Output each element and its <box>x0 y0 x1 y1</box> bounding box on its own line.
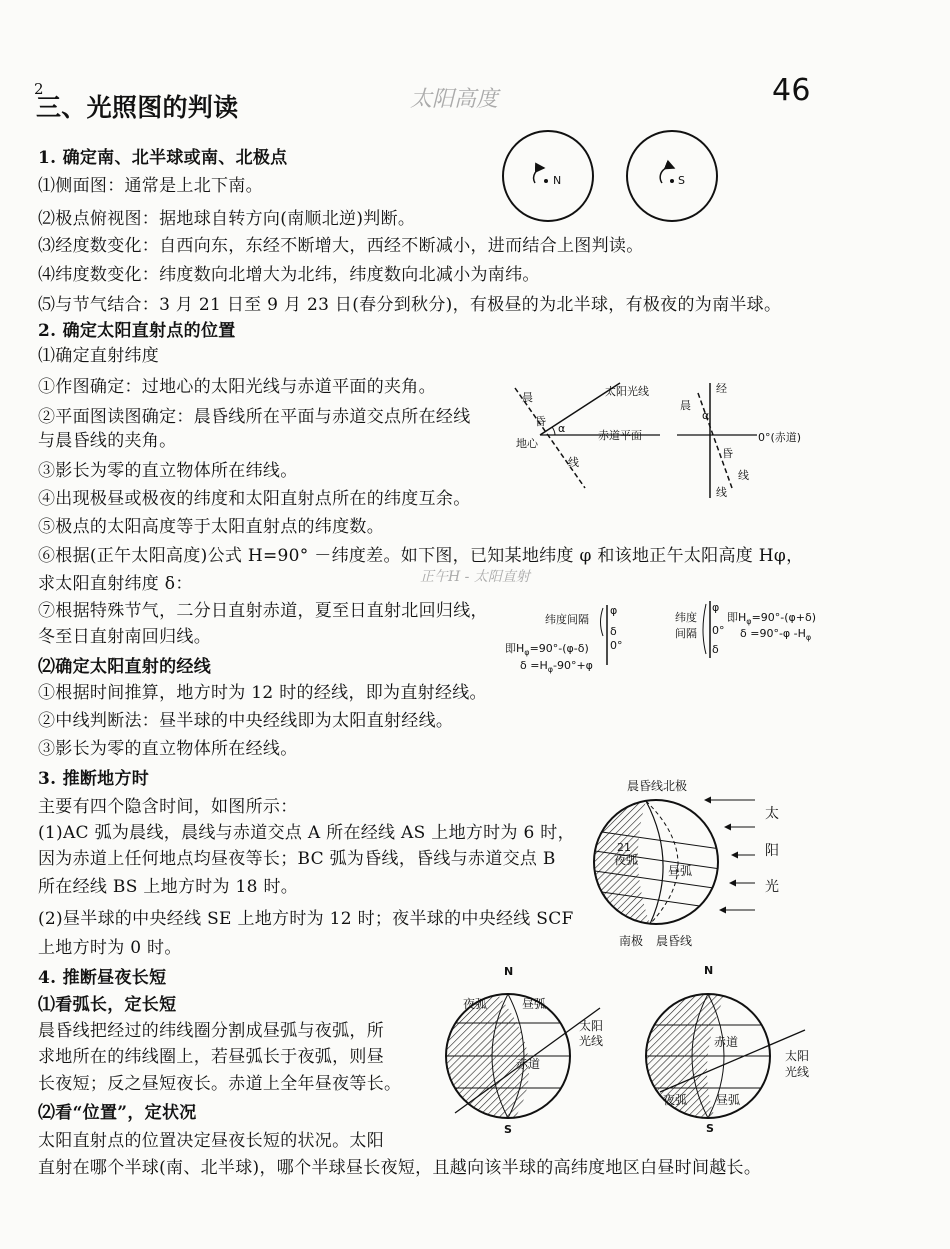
sun-ray-arrows <box>690 795 760 925</box>
fig3-f1: 即$H_\varphi=90^\circ-(\varphi-\delta)$ <box>505 642 589 658</box>
globe3-day: 昼弧 <box>668 864 693 878</box>
globe42-sun1: 太阳 <box>785 1049 810 1063</box>
s4-heading: 4. 推断昼夜长短 <box>38 968 167 988</box>
s3-item-2: (1)AC 弧为晨线，晨线与赤道交点 A 所在经线 AS 上地方时为 6 时， <box>38 823 575 843</box>
fig1-chen: 晨 <box>522 391 533 404</box>
fig4-phi: φ <box>712 601 720 614</box>
s3-item-1: 主要有四个隐含时间，如图所示： <box>38 797 298 817</box>
globe41-night: 夜弧 <box>463 997 488 1011</box>
fig2-chen: 晨 <box>680 399 691 412</box>
s2-item-3: 与晨昏线的夹角。 <box>38 431 177 451</box>
s4-item2-2: 直射在哪个半球(南、北半球)，哪个半球昼长夜短，且越向该半球的高纬度地区白昼时间越长。 <box>38 1158 762 1178</box>
s1-item-3: ⑶经度数变化：自西向东，东经不断增大，西经不断减小，进而结合上图判读。 <box>38 236 644 256</box>
handwritten-note: 太阳高度 <box>410 87 499 112</box>
globe41-day: 昼弧 <box>522 997 547 1011</box>
s2-item2-1: ①根据时间推算，地方时为 12 时的经线，即为直射经线。 <box>38 683 487 703</box>
s3-item-5: (2)昼半球的中央经线 SE 上地方时为 12 时；夜半球的中央经线 SCF <box>38 909 574 929</box>
s2-item2-2: ②中线判断法：昼半球的中央经线即为太阳直射经线。 <box>38 711 454 731</box>
s2-item-4: ③影长为零的直立物体所在纬线。 <box>38 461 298 481</box>
globe41-s: S <box>504 1123 512 1136</box>
s2-item-6: ⑤极点的太阳高度等于太阳直射点的纬度数。 <box>38 517 384 537</box>
globe3-bottom1: 南极 <box>619 934 644 948</box>
s1-item-2: ⑵极点俯视图：据地球自转方向(南顺北逆)判断。 <box>38 209 416 229</box>
fig3-label: 纬度间隔 <box>545 613 589 626</box>
s2-item2-3: ③影长为零的直立物体所在经线。 <box>38 739 298 759</box>
pole-label-n: N <box>553 174 562 187</box>
s4-item-2: 求地所在的纬线圈上，若昼弧长于夜弧，则昼 <box>38 1047 384 1067</box>
s3-item-4: 所在经线 BS 上地方时为 18 时。 <box>38 877 299 897</box>
s2-sub1: ⑴确定直射纬度 <box>38 346 160 366</box>
fig4-label2: 间隔 <box>675 627 697 640</box>
s3-item-3: 因为赤道上任何地点均昼夜等长；BC 弧为昏线，昏线与赤道交点 B <box>38 849 556 869</box>
section-marker: 2 <box>34 80 44 98</box>
s4-sub2: ⑵看“位置”，定状况 <box>38 1103 197 1123</box>
globe41-equator: 赤道 <box>516 1057 541 1071</box>
globe42-n: N <box>704 964 714 977</box>
s3-heading: 3. 推断地方时 <box>38 769 150 789</box>
pole-label-s: S <box>678 174 685 187</box>
fig1-xian: 线 <box>568 456 579 469</box>
s2-item-7: ⑥根据(正午太阳高度)公式 H=90° －纬度差。如下图，已知某地纬度 φ 和该地正午太阳高度 Hφ， <box>38 546 804 566</box>
fig4-f1: 即$H_\varphi=90^\circ-(\varphi+\delta)$ <box>727 611 817 627</box>
s1-item-4: ⑷纬度数变化：纬度数向北增大为北纬，纬度数向北减小为南纬。 <box>38 265 540 285</box>
handwritten-note-2: 正午H - 太阳直射 <box>420 569 530 585</box>
globe3-bottom2: 晨昏线 <box>656 934 693 948</box>
globe42-equator: 赤道 <box>714 1035 739 1049</box>
s2-item-10: 冬至日直射南回归线。 <box>38 627 211 647</box>
s2-item-5: ④出现极昼或极夜的纬度和太阳直射点所在的纬度互余。 <box>38 489 471 509</box>
globe3-night: 夜弧 <box>614 853 639 867</box>
fig1-sun: 太阳光线 <box>605 385 649 398</box>
globe3-top-label: 晨昏线北极 <box>627 779 688 793</box>
s1-heading: 1. 确定南、北半球或南、北极点 <box>38 148 288 168</box>
fig2-xian2: 线 <box>716 486 727 499</box>
globe42-sun2: 光线 <box>785 1065 810 1079</box>
north-pole-diagram <box>500 128 600 228</box>
fig4-f2: δ =90°-φ $-H_\varphi$ <box>740 627 812 643</box>
s4-sub1: ⑴看弧长，定长短 <box>38 995 177 1015</box>
s2-heading: 2. 确定太阳直射点的位置 <box>38 321 236 341</box>
fig3-zero: 0° <box>610 639 623 652</box>
page-number: 46 <box>772 73 811 108</box>
s2-item-1: ①作图确定：过地心的太阳光线与赤道平面的夹角。 <box>38 377 436 397</box>
fig2-equator: 0°(赤道) <box>758 431 802 444</box>
fig2-hun: 昏 <box>722 447 733 460</box>
fig3-f2: $\delta =H_\varphi-90^\circ+\varphi$ <box>520 659 593 675</box>
s1-item-5: ⑸与节气结合：3 月 21 日至 9 月 23 日(春分到秋分)，有极昼的为北半球，有极夜的为南半球。 <box>38 295 782 315</box>
fig1-center: 地心 <box>516 437 538 450</box>
s2-item-2: ②平面图读图确定：晨昏线所在平面与赤道交点所在经线 <box>38 407 471 427</box>
fig2-jing: 经 <box>716 382 727 395</box>
globe41-sun2: 光线 <box>579 1034 604 1048</box>
fig1-hun: 昏 <box>535 415 546 428</box>
fig1-alpha: α <box>558 422 566 435</box>
globe41-sun1: 太阳 <box>579 1019 604 1033</box>
s3-item-6: 上地方时为 0 时。 <box>38 938 182 958</box>
s4-item-3: 长夜短；反之昼短夜长。赤道上全年昼夜等长。 <box>38 1074 402 1094</box>
s2-sub2: ⑵确定太阳直射的经线 <box>38 657 211 677</box>
fig3-phi: φ <box>610 604 618 617</box>
s4-item2-1: 太阳直射点的位置决定昼夜长短的状况。太阳 <box>38 1131 384 1151</box>
fig4-delta: δ <box>712 643 719 656</box>
globe3-num: 21 <box>617 841 631 854</box>
globe42-night: 夜弧 <box>663 1093 688 1107</box>
s2-item-9: ⑦根据特殊节气，二分日直射赤道，夏至日直射北回归线， <box>38 601 488 621</box>
sun-label-2: 阳 <box>765 843 780 859</box>
fig2-alpha: α <box>702 409 710 422</box>
sun-label-1: 太 <box>765 806 780 822</box>
fig4-label1: 纬度 <box>675 611 697 624</box>
fig3-delta: δ <box>610 625 617 638</box>
s2-item-8: 求太阳直射纬度 δ： <box>38 574 193 594</box>
fig1-equator: 赤道平面 <box>598 429 642 442</box>
globe41-n: N <box>504 965 514 978</box>
sun-label-3: 光 <box>765 879 780 895</box>
s4-item-1: 晨昏线把经过的纬线圈分割成昼弧与夜弧，所 <box>38 1021 384 1041</box>
globe42-day: 昼弧 <box>716 1093 741 1107</box>
fig2-xian: 线 <box>738 469 749 482</box>
page-title: 三、光照图的判读 <box>36 93 239 122</box>
fig4-zero: 0° <box>712 624 725 637</box>
globe42-s: S <box>706 1122 714 1135</box>
south-pole-diagram <box>624 128 724 228</box>
s1-item-1: ⑴侧面图：通常是上北下南。 <box>38 176 263 196</box>
